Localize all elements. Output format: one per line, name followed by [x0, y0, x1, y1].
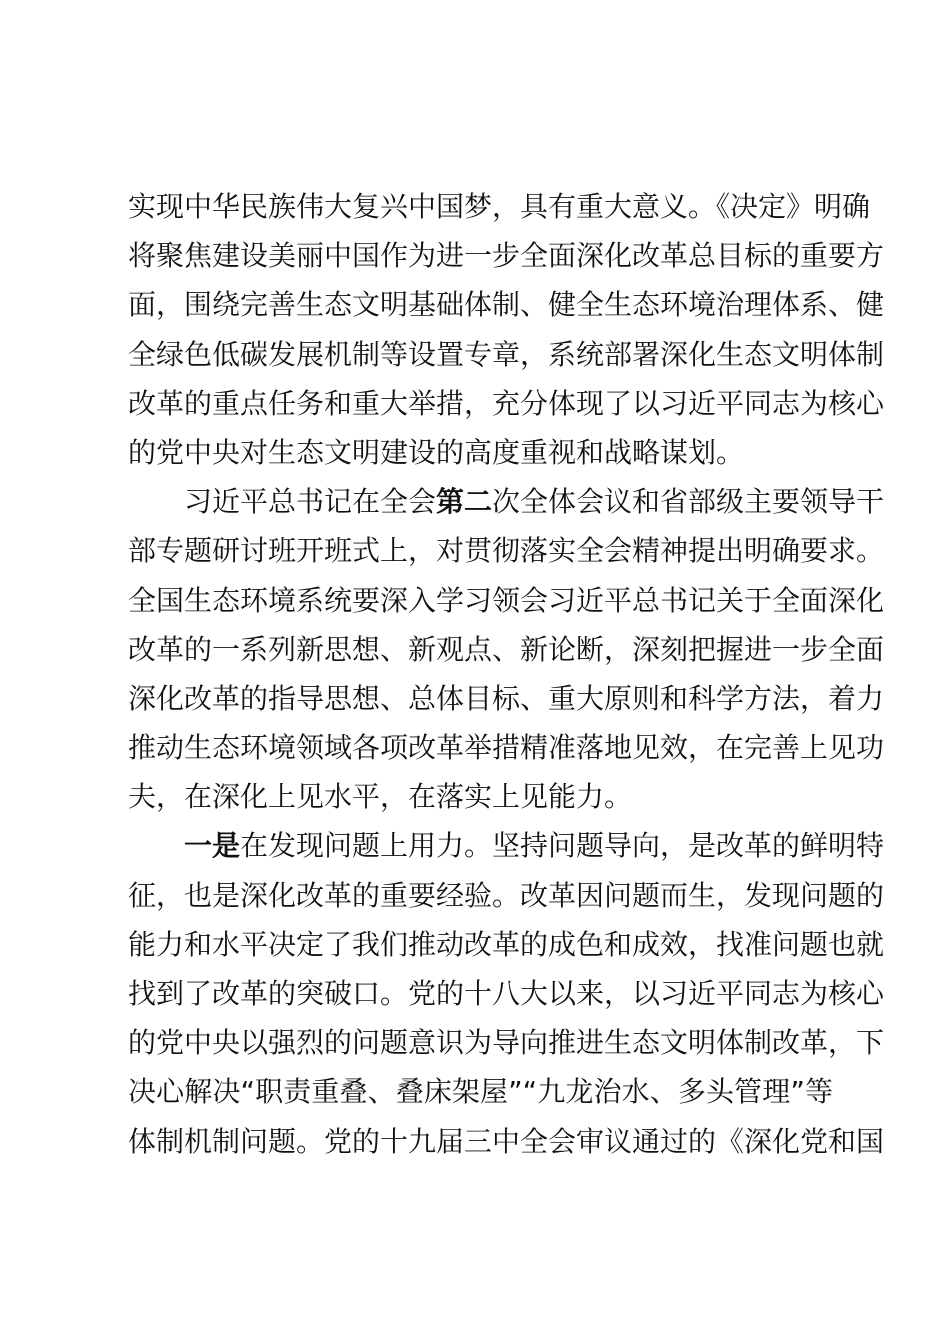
text-line: 实现中华民族伟大复兴中国梦，具有重大意义。《决定》明确: [128, 190, 871, 223]
text-line: 全绿色低碳发展机制等设置专章，系统部署深化生态文明体制: [128, 337, 885, 371]
text-line: 改革的重点任务和重大举措，充分体现了以习近平同志为核心: [128, 386, 885, 420]
bold-run: 第二: [436, 485, 493, 519]
text-run: 在发现问题上用力。坚持问题导向，是改革的鲜明特: [240, 829, 885, 863]
body-text: [128, 182, 885, 1166]
text-line: 夫，在深化上见水平，在落实上见能力。: [128, 780, 633, 814]
text-line: 能力和水平决定了我们推动改革的成色和成效，找准问题也就: [128, 927, 885, 961]
text-line: 征，也是深化改革的重要经验。改革因问题而生，发现问题的: [128, 878, 885, 912]
text-line: 决心解决“职责重叠、叠床架屋”“九龙治水、多头管理”等: [128, 1075, 833, 1109]
text-line: 找到了改革的突破口。党的十八大以来，以习近平同志为核心: [128, 977, 885, 1010]
text-line: 部专题研讨班开班式上，对贯彻落实全会精神提出明确要求。: [128, 534, 885, 568]
text-line: 深化改革的指导思想、总体目标、重大原则和科学方法，着力: [128, 681, 885, 715]
text-line: 的党中央以强烈的问题意识为导向推进生态文明体制改革，下: [128, 1026, 885, 1060]
text-line: 全国生态环境系统要深入学习领会习近平总书记关于全面深化: [128, 583, 885, 617]
text-line: [128, 477, 885, 526]
text-line: 将聚焦建设美丽中国作为进一步全面深化改革总目标的重要方: [128, 239, 885, 273]
paragraph-1: [128, 182, 885, 477]
bold-run: 一是: [184, 829, 241, 863]
paragraph-3: [128, 821, 885, 1165]
text-line: 面，围绕完善生态文明基础体制、健全生态环境治理体系、健: [128, 288, 885, 322]
text-line: 改革的一系列新思想、新观点、新论断，深刻把握进一步全面: [128, 632, 885, 666]
text-line: 的党中央对生态文明建设的高度重视和战略谋划。: [128, 435, 745, 469]
text-run: 习近平总书记在全会: [184, 485, 437, 519]
text-line: 推动生态环境领域各项改革举措精准落地见效，在完善上见功: [128, 731, 885, 765]
text-run: 次全体会议和省部级主要领导干: [492, 485, 885, 519]
text-line: 体制机制问题。党的十九届三中全会审议通过的《深化党和国: [128, 1124, 885, 1158]
text-line: [128, 821, 885, 870]
paragraph-2: [128, 477, 885, 821]
